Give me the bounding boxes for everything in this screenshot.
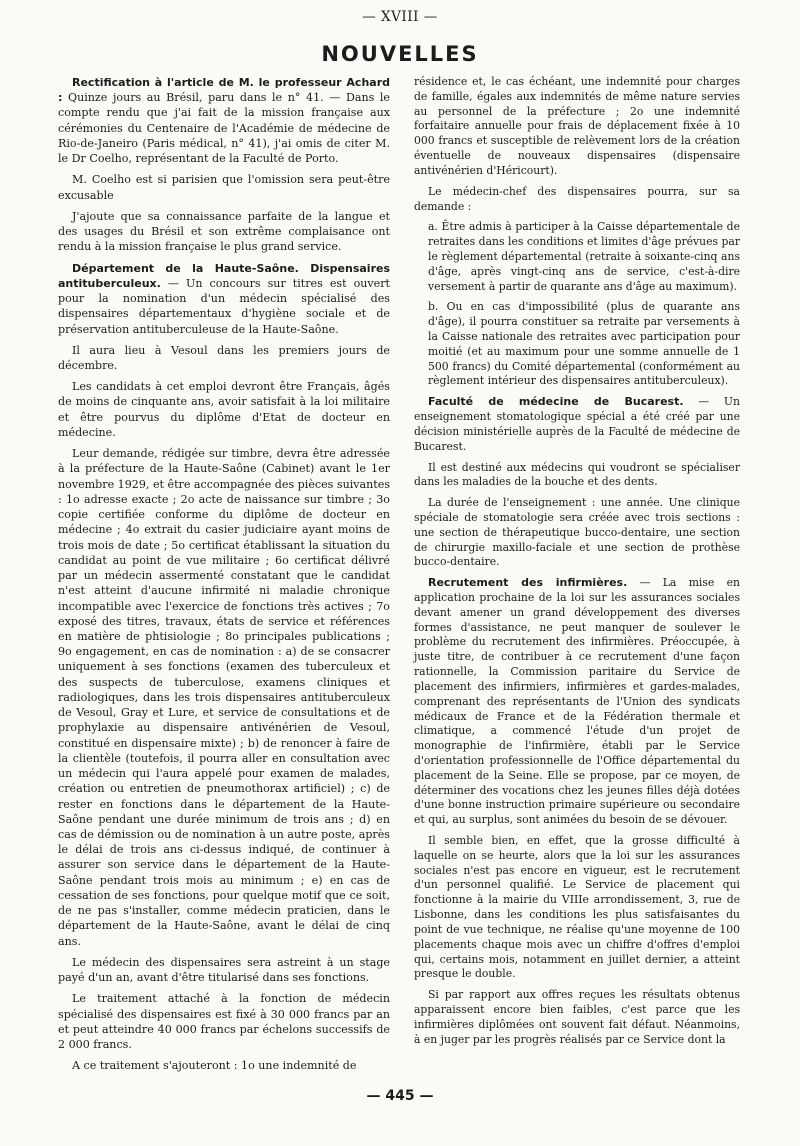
paragraph-text: Il est destiné aux médecins qui voudront se spécialiser dans les maladies de la bouche et des dents. xyxy=(414,460,740,489)
paragraph-text: J'ajoute que sa connaissance parfaite de la langue et des usages du Brésil et son extrême complaisance ont rendu à la mission française le plus grand service. xyxy=(58,209,390,254)
paragraph-text: A ce traitement s'ajouteront : 1o une indemnité de xyxy=(72,1059,357,1073)
paragraph xyxy=(58,379,390,440)
paragraph xyxy=(58,343,390,373)
paragraph xyxy=(414,75,740,179)
paragraph-text: — Un enseignement stomatologique spécial a été créé par une décision ministérielle auprès de la Faculté de médecine de Bucarest. xyxy=(414,395,740,453)
section-heading: Département de la Haute-Saône. Dispensaires antituberculeux. xyxy=(58,261,390,290)
left-column xyxy=(58,75,390,1080)
paragraph-text: M. Coelho est si parisien que l'omission sera peut-être excusable xyxy=(58,173,390,202)
paragraph xyxy=(414,576,740,828)
right-column xyxy=(414,75,740,1053)
paragraph-text: résidence et, le cas échéant, une indemnité pour charges de famille, égales aux indemnités de même nature servies au personnel de la préfecture ; 2o une indemnité forfaitaire annuelle pour frais de déplacement fixée à 10 000 francs et susceptible de relèvement lors de la création éventuelle de nouveaux dispensaires (dispensaire antivénérien d'Héricourt). xyxy=(414,75,740,177)
paragraph xyxy=(414,461,740,491)
paragraph xyxy=(414,220,740,294)
paragraph xyxy=(58,209,390,255)
paragraph-text: Les candidats à cet emploi devront être Français, âgés de moins de cinquante ans, avoir satisfait à la loi militaire et être pourvus du diplôme d'Etat de docteur en médecine. xyxy=(58,380,390,439)
paragraph xyxy=(414,300,740,389)
paragraph xyxy=(58,1058,390,1073)
paragraph-text: Le médecin-chef des dispensaires pourra, sur sa demande : xyxy=(414,184,740,213)
paragraph xyxy=(58,172,390,202)
paragraph-text: Il semble bien, en effet, que la grosse difficulté à laquelle on se heurte, alors que la loi sur les assurances sociales n'est pas encore en vigueur, est le recrutement d'un personnel qualifié. Le Service de placement qui fonctionne à la mairie du VIIIe arrondissement, 3, rue de Lisbonne, dans les conditions les plus satisfaisantes du point de vue technique, ne réalise qu'une moyenne de 100 placements chaque mois avec un chiffre d'offres d'emploi qui, certains mois, notamment en juillet dernier, a atteint presque le double. xyxy=(414,834,740,981)
page-title: NOUVELLES xyxy=(321,42,479,66)
paragraph xyxy=(414,185,740,215)
paragraph-text: — La mise en application prochaine de la loi sur les assurances sociales devant amener un grand développement des diverses formes d'assistance, ne peut manquer de soulever le problème du recrutement des infirmières. Préoccupée, à juste titre, de contribuer à ce recrutement d'une façon rationnelle, la Commission paritaire du Service de placement des infirmiers, infirmières et gardes-malades, comprenant des représentants de l'Union des syndicats médicaux de France et de la Fédération thermale et climatique, a commencé l'étude d'un projet de monographie de l'infirmière, établi par le Service d'orientation professionnelle de l'Office départemental du placement de la Seine. Elle se propose, par ce moyen, de déterminer des vocations chez les jeunes filles déjà dotées d'une bonne instruction primaire supérieure ou secondaire et qui, au surplus, sont animées du besoin de se dévouer. xyxy=(414,576,740,827)
paragraph xyxy=(58,261,390,337)
paragraph xyxy=(414,988,740,1047)
paragraph xyxy=(58,75,390,166)
paragraph-text: b. Ou en cas d'impossibilité (plus de quarante ans d'âge), il pourra constituer sa retraite par versements à la Caisse nationale des retraites avec participation pour moitié (et au maximum pour une somme annuelle de 1 500 francs) du Comité départemental (conformément au règlement intérieur des dispensaires antituberculeux). xyxy=(428,300,740,388)
paragraph-text: — Un concours sur titres est ouvert pour la nomination d'un médecin spécialisé des dispensaires départementaux d'hygiène sociale et de préservation antituberculeuse de la Haute-Saône. xyxy=(58,276,390,336)
paragraph xyxy=(414,834,740,982)
paragraph-text: Si par rapport aux offres reçues les résultats obtenus apparaissent encore bien faibles, c'est parce que les infirmières diplômées ont souvent fait défaut. Néanmoins, à en juger par les progrès réalisés par ce Service dont la xyxy=(414,988,740,1046)
section-heading: Recrutement des infirmières. xyxy=(428,576,628,590)
section-heading: Rectification à l'article de M. le professeur Achard : xyxy=(58,76,390,105)
paragraph-text: La durée de l'enseignement : une année. Une clinique spéciale de stomatologie sera créée avec trois sections : une section de thérapeutique bucco-dentaire, une section de chirurgie maxillo-faciale et une section de prothèse bucco-dentaire. xyxy=(414,496,740,569)
paragraph-text: Le médecin des dispensaires sera astreint à un stage payé d'un an, avant d'être titularisé dans ses fonctions. xyxy=(58,955,390,985)
paragraph xyxy=(58,955,390,985)
paragraph xyxy=(414,496,740,570)
section-heading: Faculté de médecine de Bucarest. xyxy=(428,395,684,409)
paragraph xyxy=(414,395,740,454)
page-number: — 445 — xyxy=(366,1088,434,1104)
paragraph-text: Il aura lieu à Vesoul dans les premiers jours de décembre. xyxy=(58,343,390,372)
paragraph-text: Quinze jours au Brésil, paru dans le n° 41. — Dans le compte rendu que j'ai fait de la mission française aux cérémonies du Centenaire de l'Académie de médecine de Rio-de-Janeiro (Paris médical, n° 41), j'ai omis de citer M. le Dr Coelho, représentant de la Faculté de Porto. xyxy=(58,91,390,166)
running-header: — XVIII — xyxy=(362,9,438,25)
paragraph xyxy=(58,446,390,949)
paragraph xyxy=(58,991,390,1052)
paragraph-text: Leur demande, rédigée sur timbre, devra être adressée à la préfecture de la Haute-Saône (Cabinet) avant le 1er novembre 1929, et être accompagnée des pièces suivantes : 1o adresse exacte ; 2o acte de naissance sur timbre ; 3o copie certifiée conforme du diplôme de docteur en médecine ; 4o extrait du casier judiciaire ayant moins de trois mois de date ; 5o certificat établissant la situation du candidat au point de vue militaire ; 6o certificat délivré par un médecin assermenté constatant que le candidat n'est atteint d'aucune infirmité ni maladie chronique incompatible avec l'exercice de fonctions très actives ; 7o exposé des titres, travaux, états de service et références en matière de phtisiologie ; 8o principales publications ; 9o engagement, en cas de nomination : a) de se consacrer uniquement à ses fonctions (examen des tuberculeux et des suspects de tuberculose, examens cliniques et radiologiques, dans les trois dispensaires antituberculeux de Vesoul, Gray et Lure, et service de consultations et de prophylaxie au dispensaire antivénérien de Vesoul, constitué en dispensaire mixte) ; b) de renoncer à faire de la clientèle (toutefois, il pourra aller en consultation avec un médecin qui l'aura appelé pour examen de malades, création ou entretien de pneumothorax artificiel) ; c) de rester en fonctions dans le département de la Haute-Saône pendant une durée minimum de trois ans ; d) en cas de démission ou de nomination à un autre poste, après le délai de trois ans ci-dessus indiqué, de continuer à assurer son service dans le département de la Haute-Saône pendant trois mois au minimum ; e) en cas de cessation de ses fonctions, pour quelque motif que ce soit, de ne pas s'installer, comme médecin praticien, dans le département de la Haute-Saône, avant le délai de cinq ans. xyxy=(58,447,391,948)
paragraph-text: Le traitement attaché à la fonction de médecin spécialisé des dispensaires est fixé à 30 000 francs par an et peut atteindre 40 000 francs par échelons successifs de 2 000 francs. xyxy=(58,992,390,1052)
paragraph-text: a. Être admis à participer à la Caisse départementale de retraites dans les conditions et limites d'âge prévues par le règlement départemental (retraite à soixante-cinq ans d'âge, après vingt-cinq ans de service, c'est-à-dire versement à partir de quarante ans d'âge au maximum). xyxy=(428,220,740,293)
